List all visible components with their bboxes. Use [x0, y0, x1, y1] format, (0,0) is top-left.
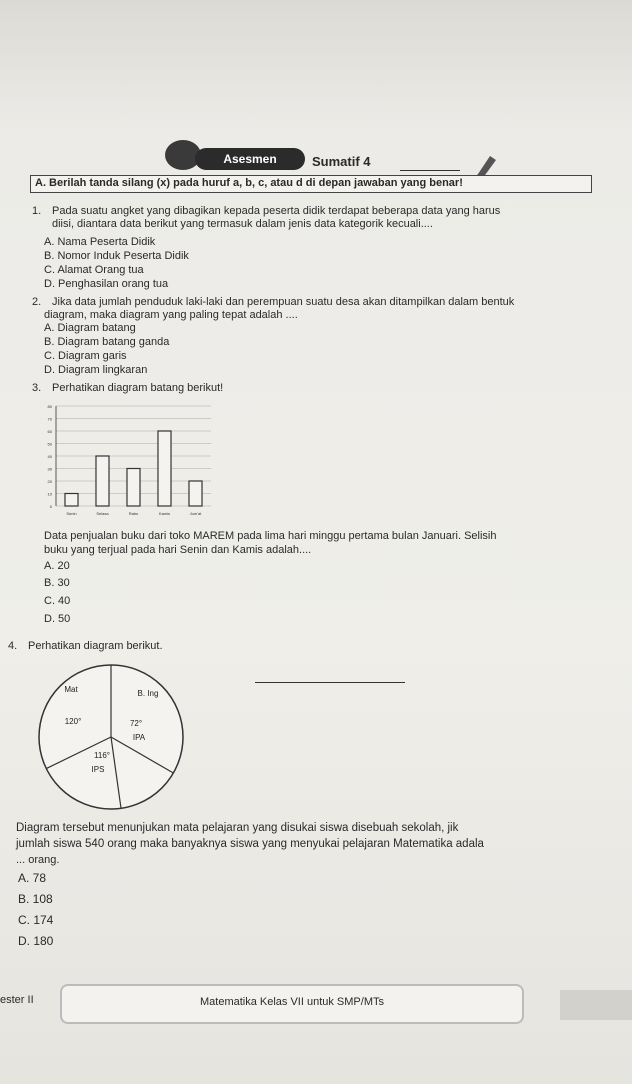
q1-line-1: Pada suatu angket yang dibagikan kepada peserta didik terdapat beberapa data yang harus: [52, 205, 501, 217]
answer-line: [255, 682, 405, 683]
y-tick-label: 0: [49, 504, 52, 509]
q3-option-b[interactable]: B. 30: [44, 577, 70, 589]
q1-option-b[interactable]: B. Nomor Induk Peserta Didik: [44, 250, 189, 262]
y-tick-label: 50: [47, 441, 52, 447]
pie-angle-label: 116°: [94, 751, 110, 760]
pie-slice-label: IPS: [91, 765, 105, 774]
bar: [158, 431, 171, 506]
y-tick-label: 80: [47, 404, 52, 409]
page-number-tab: [560, 990, 632, 1020]
pie-slice-label: Mat: [64, 685, 78, 694]
bar: [65, 494, 78, 507]
q1-number: 1.: [32, 205, 42, 217]
y-tick-label: 70: [47, 416, 52, 422]
q4-line-1: Perhatikan diagram berikut.: [28, 640, 163, 652]
bar-chart: [36, 396, 216, 524]
pie-angle-label: 120°: [64, 717, 82, 726]
header-line: [400, 170, 460, 171]
q4-after-2: jumlah siswa 540 orang maka banyaknya siswa yang menyukai pelajaran Matematika adala: [16, 838, 484, 850]
q2-option-c[interactable]: C. Diagram garis: [44, 350, 127, 362]
x-tick-label: Senin: [66, 511, 77, 516]
q2-option-a[interactable]: A. Diagram batang: [44, 322, 136, 334]
x-tick-label: Jum'at: [189, 511, 202, 516]
pie-chart: [36, 662, 186, 812]
q1-option-a[interactable]: A. Nama Peserta Didik: [44, 236, 156, 248]
q4-option-c[interactable]: C. 174: [18, 913, 54, 927]
q2-line-1: Jika data jumlah penduduk laki-laki dan perempuan suatu desa akan ditampilkan dalam bentuk: [52, 296, 515, 308]
q2-option-d[interactable]: D. Diagram lingkaran: [44, 364, 148, 376]
bar: [127, 469, 140, 507]
y-tick-label: 10: [47, 491, 52, 497]
q3-number: 3.: [32, 382, 42, 394]
y-tick-label: 60: [47, 429, 52, 434]
pie-angle-label: 72°: [129, 719, 143, 728]
section-instruction: [30, 175, 592, 193]
x-tick-label: Selasa: [96, 511, 109, 516]
q2-line-2: diagram, maka diagram yang paling tepat adalah ....: [44, 309, 298, 321]
bar: [96, 456, 109, 506]
y-tick-label: 20: [47, 479, 52, 484]
q4-option-a[interactable]: A. 78: [18, 871, 47, 885]
q1-line-2: diisi, diantara data berikut yang termasuk dalam jenis data kategorik kecuali....: [52, 218, 433, 230]
q4-after-3: ... orang.: [16, 854, 60, 866]
footer-semester: ester II: [0, 994, 34, 1006]
q1-option-c[interactable]: C. Alamat Orang tua: [44, 264, 144, 276]
bar: [189, 481, 202, 506]
x-tick-label: Rabu: [128, 511, 139, 516]
q3-option-d[interactable]: D. 50: [44, 613, 71, 625]
q3-option-a[interactable]: A. 20: [44, 560, 70, 572]
q3-option-c[interactable]: C. 40: [44, 595, 71, 607]
pie-slice-label: B. Ing: [137, 689, 159, 698]
q4-option-b[interactable]: B. 108: [18, 892, 53, 906]
y-tick-label: 40: [47, 454, 52, 459]
q4-option-d[interactable]: D. 180: [18, 934, 54, 948]
q2-option-b[interactable]: B. Diagram batang ganda: [44, 336, 170, 348]
footer-title-box: [60, 984, 524, 1024]
q3-after-2: buku yang terjual pada hari Senin dan Kamis adalah....: [44, 544, 312, 556]
section-instruction-text: A. Berilah tanda silang (x) pada huruf a, b, c, atau d di depan jawaban yang benar!: [35, 177, 463, 189]
x-tick-label: Kamis: [158, 511, 171, 516]
q1-option-d[interactable]: D. Penghasilan orang tua: [44, 278, 169, 290]
q3-after-1: Data penjualan buku dari toko MAREM pada lima hari minggu pertama bulan Januari. Selisih: [44, 530, 497, 542]
assessment-banner: Asesmen: [195, 148, 305, 170]
footer-title: Matematika Kelas VII untuk SMP/MTs: [199, 996, 384, 1008]
q3-line-1: Perhatikan diagram batang berikut!: [52, 382, 224, 394]
y-tick-label: 30: [47, 466, 52, 472]
pie-slice-label: IPA: [132, 733, 146, 742]
q2-number: 2.: [32, 296, 42, 308]
q4-number: 4.: [8, 640, 18, 652]
q4-after-1: Diagram tersebut menunjukan mata pelajaran yang disukai siswa disebuah sekolah, jik: [16, 822, 459, 834]
assessment-subtitle: Sumatif 4: [312, 154, 371, 169]
